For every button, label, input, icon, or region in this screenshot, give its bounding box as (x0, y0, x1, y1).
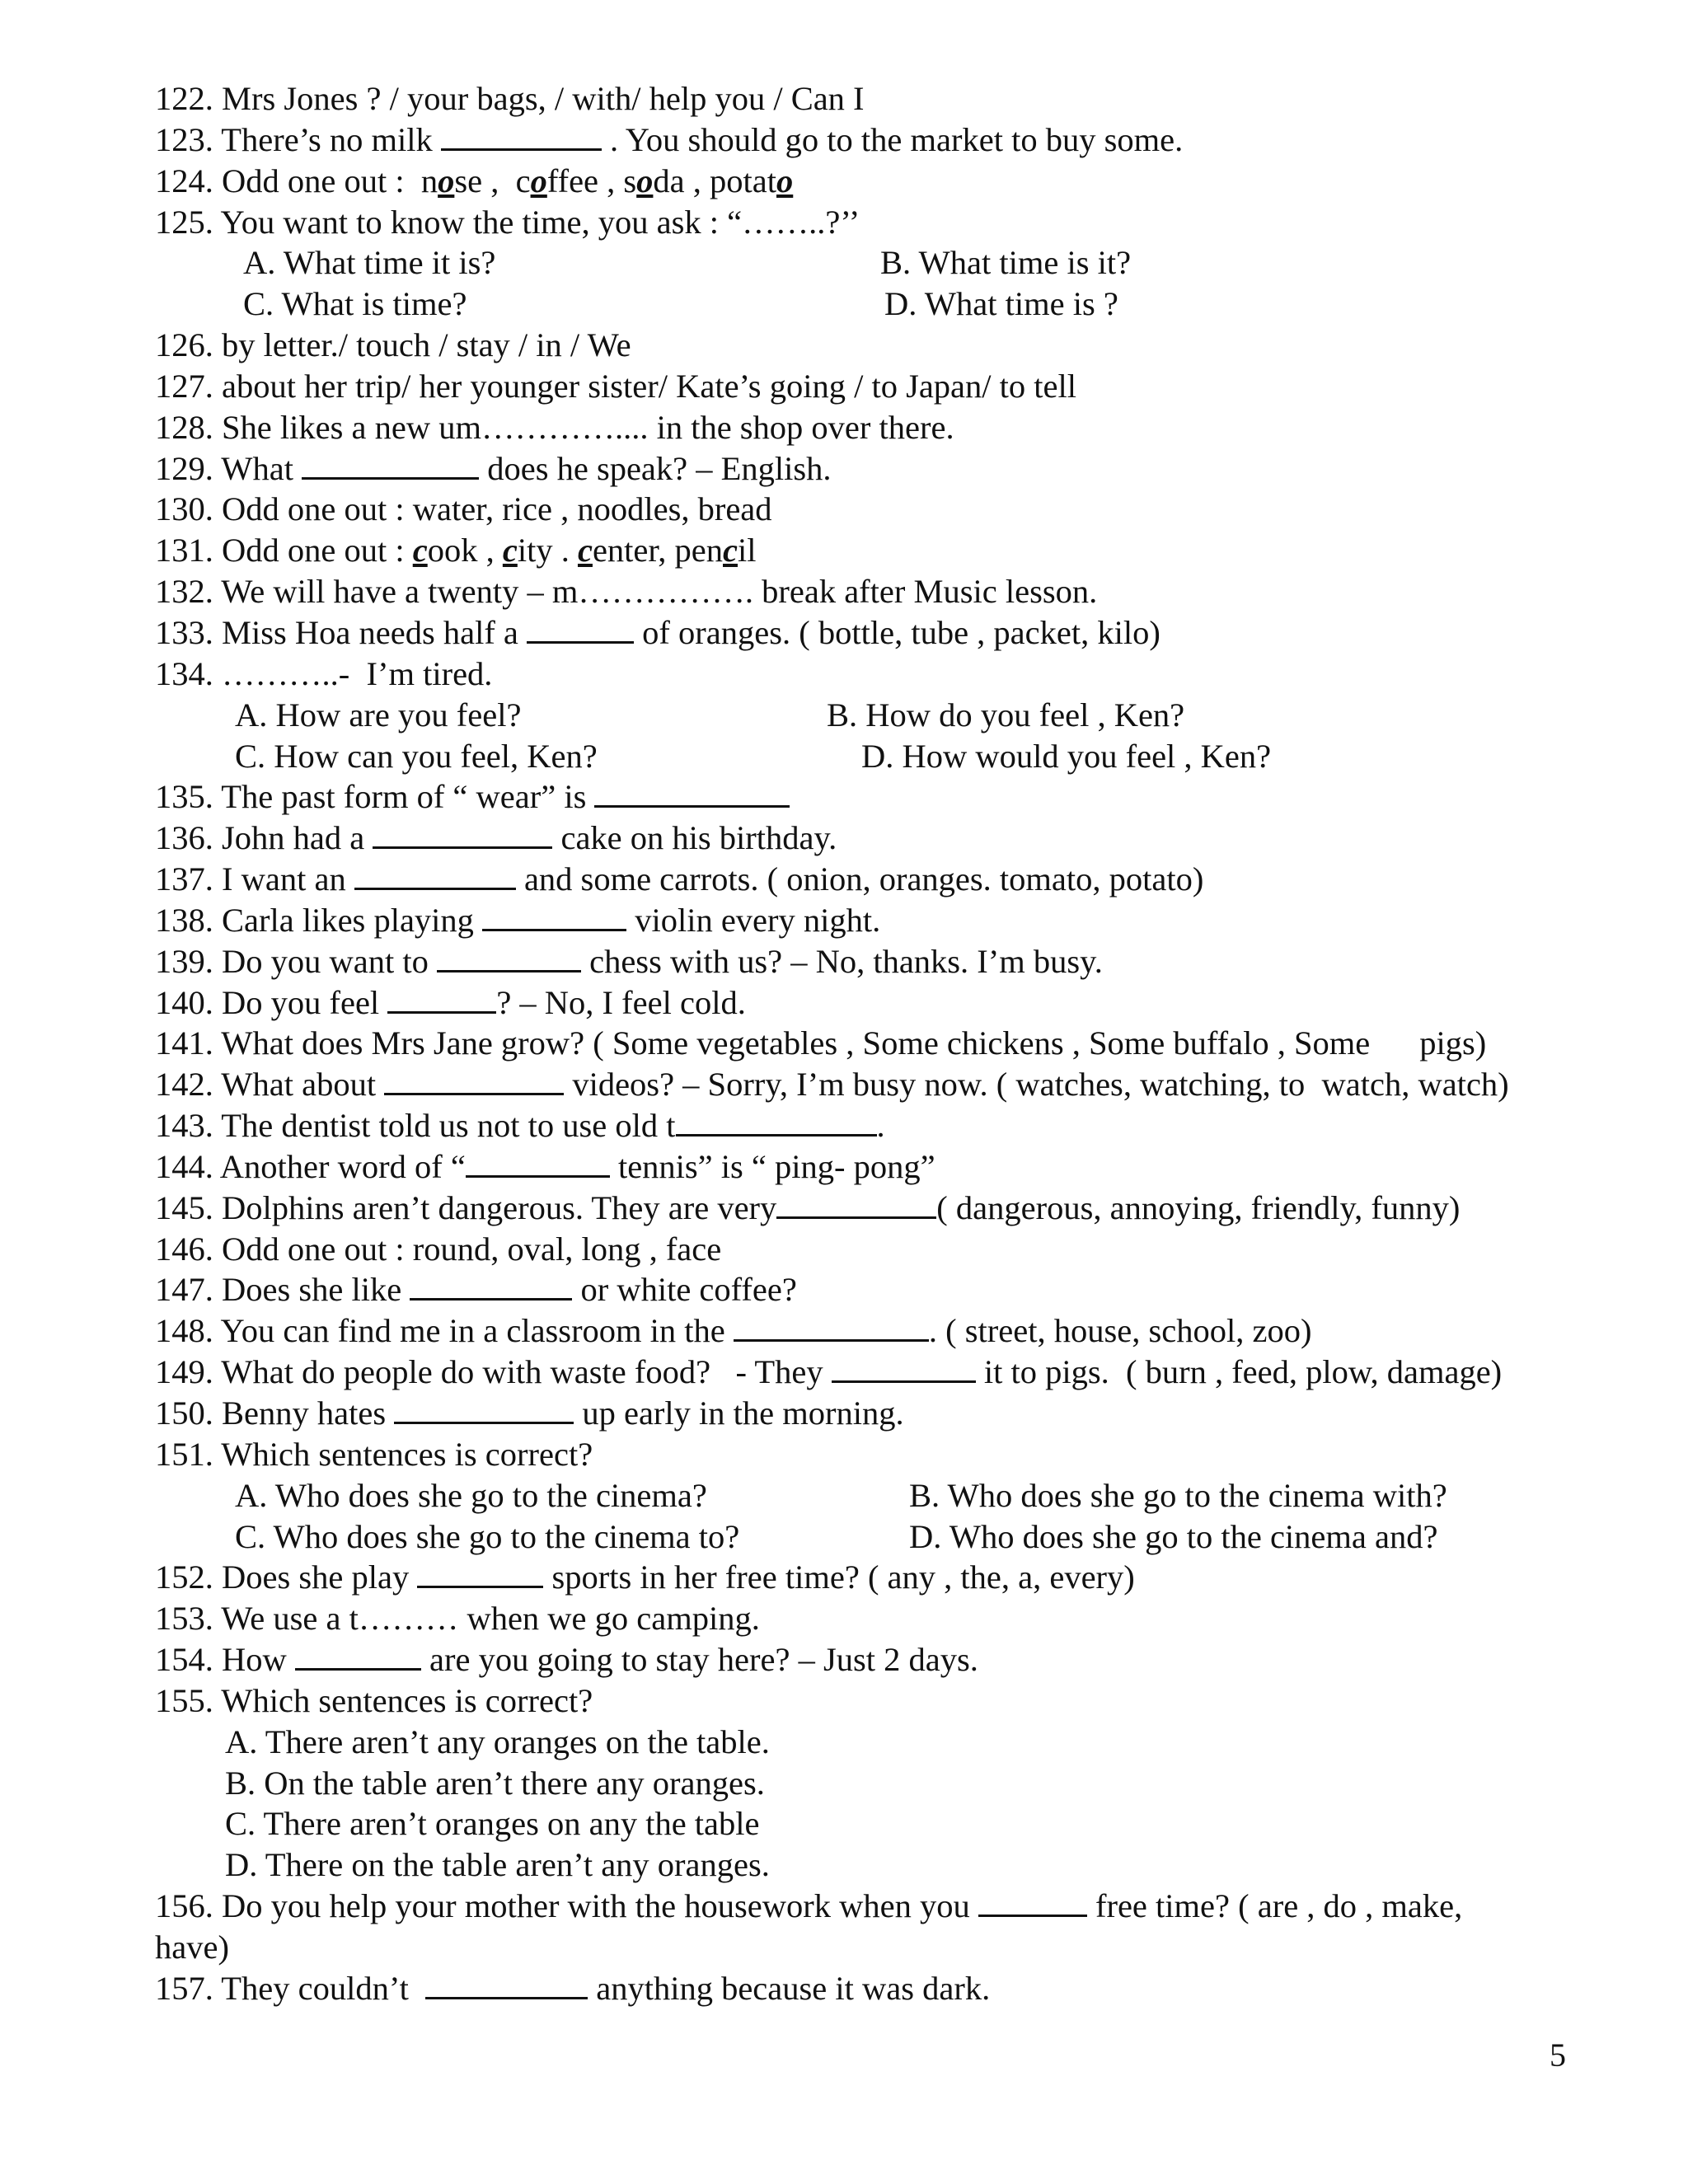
answer-blank[interactable] (466, 1175, 610, 1178)
question-153: 153. We use a t……… when we go camping. (155, 1600, 760, 1638)
question-129: 129. What does he speak? – English. (155, 449, 832, 487)
question-152: 152. Does she play sports in her free time? ( any , the, a, every) (155, 1558, 1135, 1596)
option-b[interactable]: B. What time is it? (880, 244, 1132, 282)
answer-blank[interactable] (394, 1422, 574, 1424)
question-145: 145. Dolphins aren’t dangerous. They are very ( dangerous, annoying, friendly, funny) (155, 1188, 1461, 1226)
question-151: 151. Which sentences is correct? (155, 1435, 593, 1473)
bold-letter: o (776, 162, 794, 199)
question-144: 144. Another word of “ tennis” is “ ping- pong” (155, 1147, 935, 1185)
option-b[interactable]: B. Who does she go to the cinema with? (909, 1476, 1447, 1514)
question-142: 142. What about videos? – Sorry, I’m busy now. ( watches, watching, to watch, watch) (155, 1066, 1509, 1104)
option-c[interactable]: C. What is time? (243, 285, 467, 323)
option-b[interactable]: B. On the table aren’t there any oranges. (225, 1764, 765, 1802)
question-137: 137. I want an and some carrots. ( onion, oranges. tomato, potato) (155, 860, 1204, 898)
option-c[interactable]: C. How can you feel, Ken? (235, 737, 598, 775)
question-122: 122. Mrs Jones ? / your bags, / with/ help you / Can I (155, 80, 865, 117)
question-133: 133. Miss Hoa needs half a of oranges. ( bottle, tube , packet, kilo) (155, 613, 1160, 651)
question-143: 143. The dentist told us not to use old t . (155, 1107, 885, 1145)
question-150: 150. Benny hates up early in the morning. (155, 1394, 904, 1432)
answer-blank[interactable] (978, 1915, 1087, 1917)
bold-letter: c (723, 532, 738, 569)
options-row (155, 1475, 1630, 1516)
question-139: 139. Do you want to chess with us? – No, thanks. I’m busy. (155, 942, 1103, 980)
question-125: 125. You want to know the time, you ask : “……..?’’ (155, 203, 860, 241)
answer-blank[interactable] (734, 1339, 929, 1342)
question-130: 130. Odd one out : water, rice , noodles, bread (155, 490, 772, 528)
bold-letter: o (530, 162, 547, 199)
question-157: 157. They couldn’t anything because it was dark. (155, 1969, 991, 2007)
page-number: 5 (1550, 2036, 1566, 2074)
answer-blank[interactable] (387, 1011, 496, 1014)
options-row (155, 695, 1630, 736)
options-row (155, 284, 1630, 325)
worksheet-body (155, 78, 1630, 2009)
answer-blank[interactable] (437, 970, 581, 972)
option-a[interactable]: A. Who does she go to the cinema? (235, 1476, 707, 1514)
answer-blank[interactable] (594, 805, 790, 808)
option-a[interactable]: A. How are you feel? (235, 696, 522, 733)
answer-blank[interactable] (384, 1093, 564, 1095)
question-124: 124. Odd one out : nose , coffee , soda , potato (155, 162, 794, 199)
question-146: 146. Odd one out : round, oval, long , face (155, 1230, 722, 1268)
answer-blank[interactable] (527, 641, 634, 644)
answer-blank[interactable] (302, 477, 479, 480)
question-132: 132. We will have a twenty – m……………. break after Music lesson. (155, 573, 1098, 611)
answer-blank[interactable] (295, 1668, 421, 1671)
options-row (155, 1516, 1630, 1558)
option-a[interactable]: A. There aren’t any oranges on the table. (225, 1722, 770, 1760)
option-d[interactable]: D. How would you feel , Ken? (861, 737, 1272, 775)
answer-blank[interactable] (676, 1134, 877, 1137)
option-c[interactable]: C. There aren’t oranges on any the table (225, 1805, 760, 1843)
question-149: 149. What do people do with waste food? - They it to pigs. ( burn , feed, plow, damage) (155, 1353, 1503, 1391)
question-148: 148. You can find me in a classroom in the . ( street, house, school, zoo) (155, 1312, 1312, 1350)
answer-blank[interactable] (410, 1298, 572, 1301)
option-a[interactable]: A. What time it is? (243, 244, 496, 282)
bold-letter: c (577, 532, 593, 569)
question-141: 141. What does Mrs Jane grow? ( Some vegetables , Some chickens , Some buffalo , Some pigs) (155, 1024, 1487, 1062)
question-156: 156. Do you help your mother with the housework when you free time? ( are , do , make, (155, 1887, 1463, 1925)
question-134: 134. ………..- I’m tired. (155, 654, 493, 692)
question-140: 140. Do you feel ? – No, I feel cold. (155, 983, 746, 1021)
question-126: 126. by letter./ touch / stay / in / We (155, 326, 631, 364)
options-row (155, 736, 1630, 777)
question-131: 131. Odd one out : cook , city . center, pencil (155, 532, 757, 569)
question-155: 155. Which sentences is correct? (155, 1681, 593, 1719)
answer-blank[interactable] (373, 846, 552, 849)
answer-blank[interactable] (832, 1380, 976, 1383)
answer-blank[interactable] (425, 1997, 588, 1999)
option-d[interactable]: D. Who does she go to the cinema and? (909, 1517, 1438, 1555)
answer-blank[interactable] (776, 1216, 936, 1219)
answer-blank[interactable] (441, 148, 602, 151)
question-128: 128. She likes a new um………….... in the shop over there. (155, 408, 954, 446)
option-d[interactable]: D. What time is ? (884, 285, 1118, 323)
bold-letter: c (502, 532, 518, 569)
bold-letter: o (438, 162, 455, 199)
question-123: 123. There’s no milk . You should go to the market to buy some. (155, 120, 1184, 158)
option-b[interactable]: B. How do you feel , Ken? (827, 696, 1185, 733)
option-d[interactable]: D. There on the table aren’t any oranges. (225, 1846, 770, 1884)
question-135: 135. The past form of “ wear” is (155, 776, 1630, 818)
question-156-continued: have) (155, 1928, 229, 1966)
options-row (155, 242, 1630, 284)
question-136: 136. John had a cake on his birthday. (155, 819, 837, 857)
option-c[interactable]: C. Who does she go to the cinema to? (235, 1517, 740, 1555)
bold-letter: c (412, 532, 428, 569)
answer-blank[interactable] (354, 888, 516, 890)
answer-blank[interactable] (417, 1586, 543, 1588)
bold-letter: o (636, 162, 654, 199)
question-138: 138. Carla likes playing violin every night. (155, 901, 881, 939)
question-127: 127. about her trip/ her younger sister/ Kate’s going / to Japan/ to tell (155, 367, 1077, 405)
question-154: 154. How are you going to stay here? – Just 2 days. (155, 1641, 978, 1679)
answer-blank[interactable] (482, 929, 626, 931)
question-147: 147. Does she like or white coffee? (155, 1271, 797, 1309)
